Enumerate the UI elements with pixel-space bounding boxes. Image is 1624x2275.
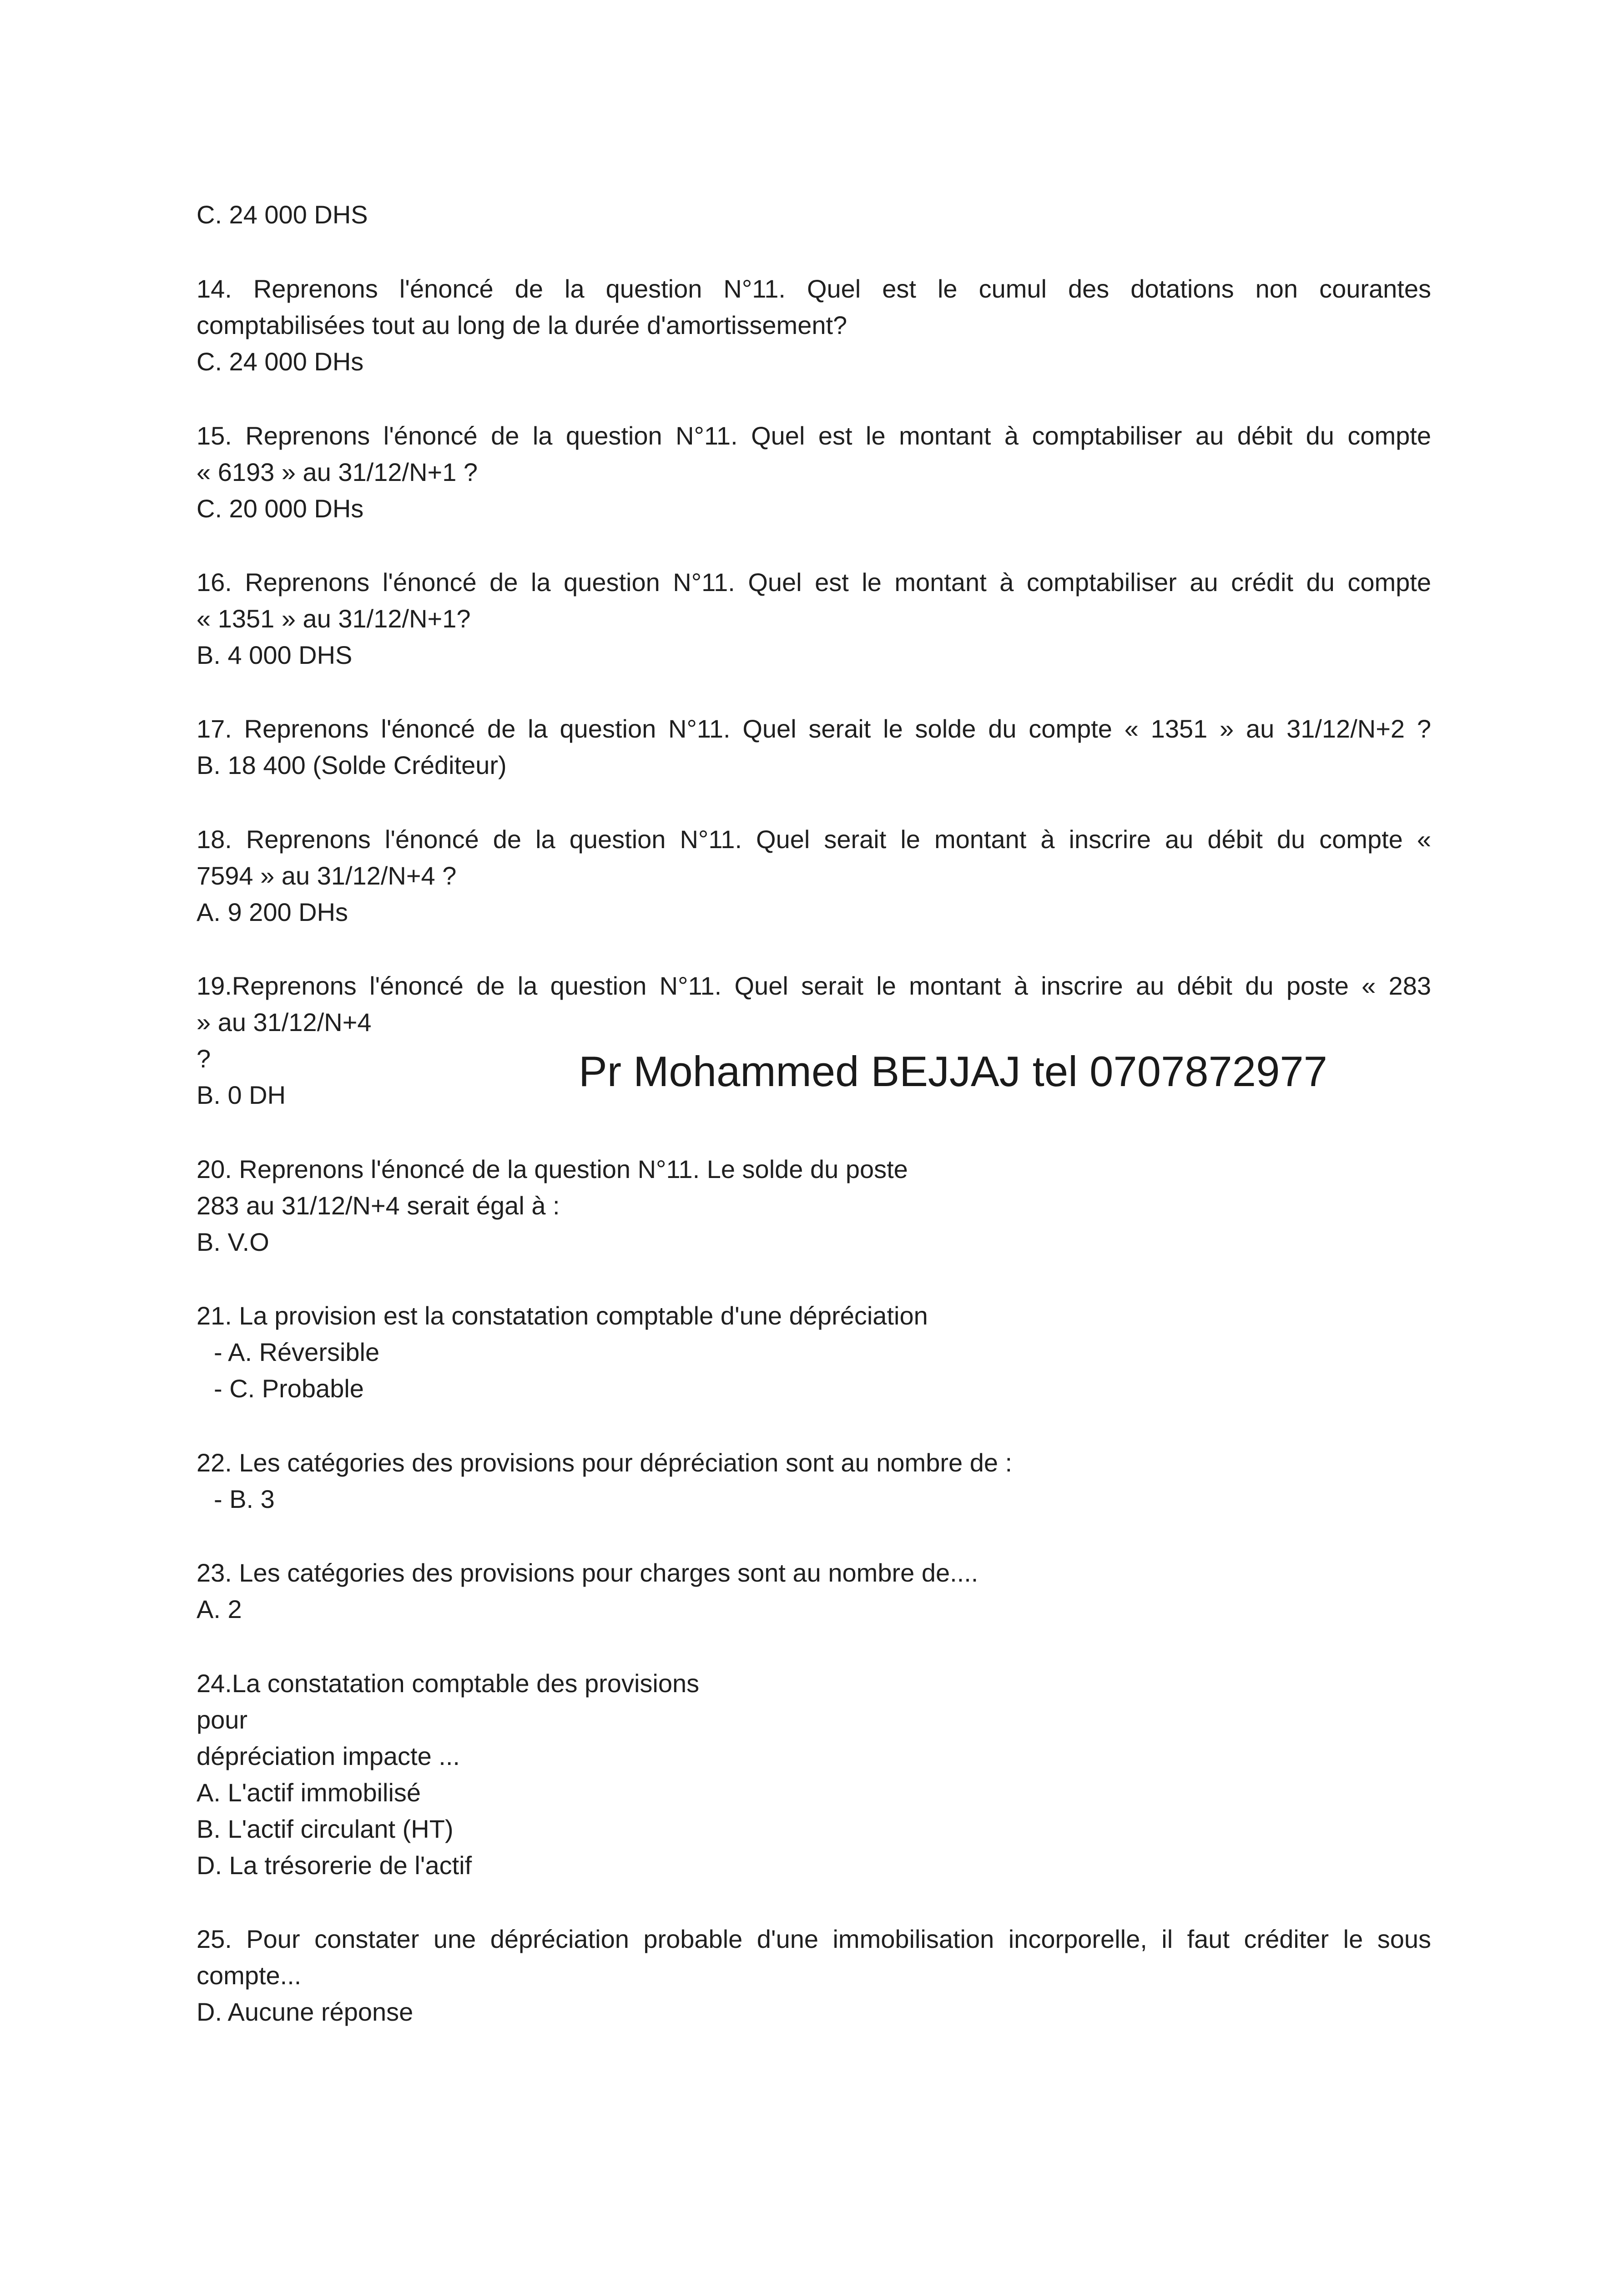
- question-17-line-1: [197, 711, 1431, 747]
- question-21: 21. La provision est la constatation comptable d'une dépréciation: [197, 1301, 928, 1330]
- question-24-line-2: pour: [197, 1705, 248, 1734]
- question-19-text: 19.Reprenons l'énoncé de la question N°11. Quel serait le montant à inscrire au débit du poste « 283: [197, 971, 1431, 1000]
- question-18-text: 18. Reprenons l'énoncé de la question N°11. Quel serait le montant à inscrire au débit du compte «: [197, 825, 1431, 854]
- question-15-text: 15. Reprenons l'énoncé de la question N°11. Quel est le montant à comptabiliser au débit du compte: [197, 421, 1431, 450]
- answer-15: C. 20 000 DHs: [197, 494, 364, 523]
- author-watermark: Pr Mohammed BEJJAJ tel 0707872977: [579, 1047, 1327, 1095]
- question-17-text: 17. Reprenons l'énoncé de la question N°11. Quel serait le solde du compte « 1351 » au 31/12/N+2 ?: [197, 714, 1431, 743]
- question-18-line-2: 7594 » au 31/12/N+4 ?: [197, 861, 457, 890]
- question-20-line-1: 20. Reprenons l'énoncé de la question N°11. Le solde du poste: [197, 1155, 908, 1183]
- answer-21-c: - C. Probable: [214, 1374, 364, 1403]
- question-15-line-1: [197, 418, 1431, 454]
- answer-18: A. 9 200 DHs: [197, 898, 348, 926]
- answer-24-b: B. L'actif circulant (HT): [197, 1815, 454, 1843]
- question-19-line-3: ?: [197, 1044, 211, 1073]
- question-20-line-2: 283 au 31/12/N+4 serait égal à :: [197, 1191, 560, 1220]
- question-24-line-1: 24.La constatation comptable des provisions: [197, 1669, 700, 1698]
- answer-24-d: D. La trésorerie de l'actif: [197, 1851, 472, 1880]
- question-25-line-2: compte...: [197, 1961, 302, 1990]
- question-24-line-3: dépréciation impacte ...: [197, 1742, 460, 1770]
- question-16-line-2: « 1351 » au 31/12/N+1?: [197, 604, 471, 633]
- answer-23: A. 2: [197, 1595, 242, 1623]
- answer-20: B. V.O: [197, 1228, 269, 1256]
- answer-21-a: - A. Réversible: [214, 1338, 380, 1366]
- question-23: 23. Les catégories des provisions pour charges sont au nombre de....: [197, 1558, 978, 1587]
- answer-24-a: A. L'actif immobilisé: [197, 1778, 421, 1807]
- question-14-line-2: comptabilisées tout au long de la durée d'amortissement?: [197, 311, 847, 339]
- question-16-text: 16. Reprenons l'énoncé de la question N°11. Quel est le montant à comptabiliser au crédit du compte: [197, 568, 1431, 597]
- answer-17: B. 18 400 (Solde Créditeur): [197, 751, 507, 779]
- question-22: 22. Les catégories des provisions pour dépréciation sont au nombre de :: [197, 1448, 1013, 1477]
- question-19-line-2: » au 31/12/N+4: [197, 1008, 372, 1036]
- answer-25: D. Aucune réponse: [197, 1997, 414, 2026]
- answer-16: B. 4 000 DHS: [197, 641, 353, 669]
- question-14-text: 14. Reprenons l'énoncé de la question N°11. Quel est le cumul des dotations non courantes: [197, 274, 1431, 303]
- answer-22: - B. 3: [214, 1485, 275, 1513]
- question-18-line-1: [197, 821, 1431, 858]
- question-25-text: 25. Pour constater une dépréciation probable d'une immobilisation incorporelle, il faut créditer le sous: [197, 1925, 1431, 1953]
- question-15-line-2: « 6193 » au 31/12/N+1 ?: [197, 458, 478, 486]
- question-16-line-1: [197, 564, 1431, 601]
- answer-14: C. 24 000 DHs: [197, 347, 364, 376]
- question-25-line-1: [197, 1921, 1431, 1957]
- question-14-line-1: [197, 271, 1431, 307]
- answer-13: C. 24 000 DHS: [197, 200, 368, 229]
- question-19-line-1: [197, 968, 1431, 1004]
- answer-19: B. 0 DH: [197, 1081, 286, 1109]
